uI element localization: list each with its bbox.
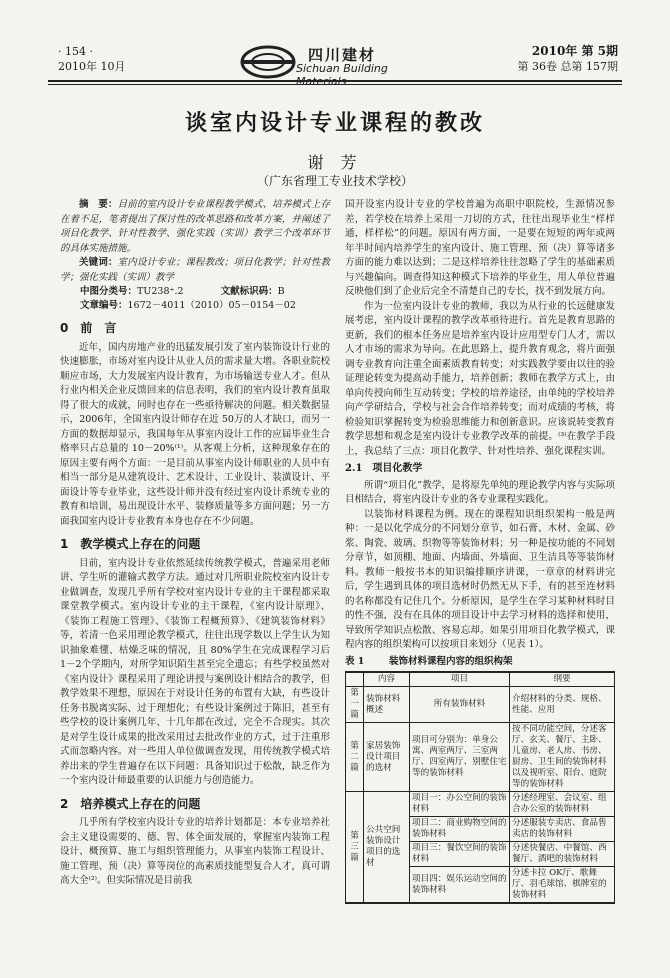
chapter-cell: 第一篇 <box>346 687 364 723</box>
right-paragraph-3: 所谓“项目化”教学，是将原先单纯的理论教学内容与实际项目相结合，将室内设计专业的各专业课程实践化。 <box>345 479 615 505</box>
outline-cell: 分述快餐店、中餐馆、西餐厅、酒吧的装饰材料 <box>510 842 615 867</box>
article-metadata <box>60 285 330 313</box>
journal-name-cn: 四川建材 <box>308 46 377 64</box>
right-paragraph-2: 作为一位室内设计专业的教师，我以为从行业的长远健康发展考虑，室内设计课程的教学改革亟待进行。首先是教育思路的更新，我们的根本任务应是培养室内设计应用型专门人才，需以人才市场的需求为导向。在此思路上，提升教育观念，将片面强调专业教育向注重全面素质教育转变；对实践教学要由以往的验证理论转变为提高动手能力，培养创新；教师在教学方式上，由单向传授向师生互动转变；学校的培养途径，由单纯的学校培养向产学研结合，学校与社会合作培养转变；而对成绩的考核，将检验知识掌握转变为检验思维能力和创新意识。应该说转变教育教学思想和观念是室内设计专业教学改革的前提。⁽³⁾在教学手段上，我总结了三点：项目化教学、针对性培养、强化课程实训。 <box>345 300 615 457</box>
header-right <box>518 44 618 74</box>
course-structure-table <box>345 671 615 904</box>
abstract <box>60 198 330 285</box>
table-row <box>346 792 615 817</box>
project-cell: 项目可分别为：单身公寓、两室两厅、三室两厅、四室两厅、别墅住宅等的装饰材料 <box>410 723 510 792</box>
journal-name-en: Sichuan Building <box>296 62 388 75</box>
doc-code-value: B <box>277 286 285 297</box>
table-header-row <box>346 672 615 687</box>
project-cell: 项目三：餐饮空间的装饰材料 <box>410 842 510 867</box>
journal-header <box>48 44 622 84</box>
table-header-cell: 项目 <box>410 672 510 687</box>
clc-value: TU238⁺.2 <box>137 286 184 297</box>
article-id-label: 文章编号： <box>80 300 128 311</box>
section-2-heading: 2 培养模式上存在的问题 <box>60 796 201 811</box>
page-number: · 154 · <box>58 45 93 58</box>
right-column <box>345 198 615 904</box>
outline-cell: 分述卡拉 OK厅、歌舞厅、羽毛球馆、棋牌室的装饰材料 <box>510 867 615 904</box>
subsection-2-1-heading: 2.1 项目化教学 <box>345 463 423 474</box>
abstract-label: 摘 要： <box>79 199 118 210</box>
project-cell: 项目二：商业购物空间的装饰材料 <box>410 817 510 842</box>
table-header-cell <box>346 672 364 687</box>
content-cell: 公共空间装饰设计项目的选材 <box>364 792 410 904</box>
abstract-text: 目前的室内设计专业课程教学模式、培养模式上存在着不足，笔者提出了探讨性的改革思路和改革方案，并阐述了项目化教学、针对性教学、强化实践（实训）教学三个改革环节的具体实施措施。 <box>60 199 330 254</box>
table-header-cell: 纲要 <box>510 672 615 687</box>
chapter-cell: 第三篇 <box>346 792 364 904</box>
table-title: 装饰材料课程内容的组织构架 <box>389 655 513 667</box>
issue-date: 2010年 10月 <box>58 60 126 73</box>
project-cell: 项目四：娱乐运动空间的装饰材料 <box>410 867 510 904</box>
article-title: 谈室内设计专业课程的教改 <box>184 111 485 136</box>
outline-cell: 按不同功能空间，分述客厅、玄关、餐厅、主卧、儿童房、老人房、书房、厨房、卫生间的装饰材料以及视听室、阳台、庭院等的装饰材料 <box>510 723 615 792</box>
section-0-paragraph: 近年，国内房地产业的迅猛发展引发了室内装饰设计行业的快速膨胀，市场对室内设计从业人员的需求量大增。各职业院校顺应市场，大力发展室内设计教育，为市场输送专业人才。但从行业内相关企业反馈回来的信息表明，我们的室内设计教育虽取得了很大的成就，同时也存在一些亟待解决的问题。相关数据显示，2006年，全国室内设计师存在近 50万的人才缺口，而另一方面的数据却显示，我国每年从事室内设计工作的应届毕业生合格率只占总量的 10－20%⁽¹⁾。从客观上分析，这种现象存在的原因主要有两个方面：一是目前从事室内设计师职业的人员中有相当一部分是从建筑设计、艺术设计、工业设计、装潢设计、平面设计等专业毕业，这些设计师并没有经过室内设计系统专业的教育和培训，易出现设计水平、装修质量等多方面问题；另一方面我国室内设计专业教育本身也存在不少问题。 <box>60 341 330 527</box>
section-2-paragraph: 几乎所有学校室内设计专业的培养计划都是：本专业培养社会主义建设需要的、德、智、体全面发展的，掌握室内装饰工程设计、概预算、施工与组织管理能力，从事室内装饰工程设计、施工管理、预（决）算等岗位的高素质技能型复合人才，真可谓高大全⁽²⁾。但实际情况是目前我 <box>60 817 330 886</box>
journal-logo-icon <box>238 44 298 80</box>
clc-label: 中图分类号： <box>80 286 138 297</box>
right-paragraph-4: 以装饰材料课程为例。现在的课程知识组织架构一般是两种：一是以化学成分的不同划分章节，如石膏、木材、金属、砂浆、陶瓷、玻璃、织物等等装饰材料；另一种是按功能的不同划分章节，如顶棚、地面、内墙面、外墙面、卫生洁具等等装饰材料。教师一般按书本的知识编排顺序讲课，一章章的材料讲完后，学生遇到具体的项目选材时仍然无从下手，有的甚至连材料的名称都没有记住几个。分析原因，是学生在学习某种材料时目的性不强，没有在具体的项目设计中去学习材料的选择和使用，导致所学知识点松散、容易忘却。如果引用项目化教学模式，课程内容的组织架构可以按项目来划分（见表 1）。 <box>345 508 615 650</box>
chapter-cell: 第二篇 <box>346 723 364 792</box>
project-cell: 所有装饰材料 <box>410 687 510 723</box>
keywords-label: 关键词： <box>79 257 118 268</box>
outline-cell: 介绍材料的分类、规格、性能、应用 <box>510 687 615 723</box>
article-id-value: 1672－4011（2010）05－0154－02 <box>127 300 296 311</box>
doc-code-label: 文献标识码： <box>220 286 278 297</box>
issue-number: 2010年 第 5期 <box>531 44 618 58</box>
table-row <box>346 687 615 723</box>
outline-cell: 分述经理室、会议室、组合办公室的装饰材料 <box>510 792 615 817</box>
table-header-cell: 内容 <box>364 672 410 687</box>
volume-number: 第 36卷 总第 157期 <box>517 60 618 73</box>
header-rule <box>48 80 622 82</box>
project-cell: 项目一：办公空间的装饰材料 <box>410 792 510 817</box>
content-cell: 装饰材料概述 <box>364 687 410 723</box>
keywords-text: 室内设计专业；课程教改；项目化教学；针对性教学；强化实践（实训）教学 <box>60 257 330 283</box>
section-0-heading: 0 前 言 <box>60 321 117 335</box>
journal-masthead <box>238 44 438 80</box>
header-rule-thin <box>48 84 622 85</box>
outline-cell: 分述服装专卖店、食品售卖店的装饰材料 <box>510 817 615 842</box>
table-caption <box>345 655 615 670</box>
table-row <box>346 723 615 792</box>
content-cell: 家居装饰设计项目的选材 <box>364 723 410 792</box>
table-label: 表 1 <box>345 655 365 667</box>
header-left <box>58 44 126 74</box>
right-paragraph-1: 国开设室内设计专业的学校普遍为高职中职院校，生源情况参差，若学校在培养上采用一刀切的方式，往往出现毕业生“样样通，样样松”的问题。原因有两方面，一是要在短短的两年或两年半时间内培养学生的室内设计、施工管理、预（决）算等诸多方面的能力难以达到；二是这样培养往往忽略了学生的基础素质与兴趣偏向。调查得知这种模式下培养的毕业生，用人单位普遍反映他们到了企业后完全不清楚自己的专长，找不到发展方向。 <box>345 199 615 297</box>
section-1-paragraph: 目前，室内设计专业依然延续传统教学模式，普遍采用老师讲、学生听的灌输式教学方法。通过对几所职业院校室内设计专业做调查，发现几乎所有学校对室内设计专业的主干课程都采取课堂教学模式。室内设计专业的主干课程，《室内设计原理》、《装饰工程施工管理》、《装饰工程概预算》、《建筑装饰材料》等，若清一色采用理论教学模式，往往出现学数以上学生认为知识抽象难懂、枯燥乏味的情况，且 80%学生在完成课程学习后 1－2个学期内，对所学知识陌生甚至完全遗忘；有些学校虽然对《室内设计》课程采用了理论讲授与案例设计相结合的教学，但教学效果不理想，原因在于对设计任务的布置有大缺，有些设计任务书脱离实际、过于理想化；有些设计案例过于陈旧，甚至有些学校的设计案例几年、十几年都在改过，完全不合现实。其次是对学生设计成果的批改采用过去批改作业的方式，过于注重形式而忽略内容。对一些用人单位做调查发现，用传统教学模式培养出来的学生普遍存在以下问题：具备知识过于松散，缺乏作为一个室内设计师最重要的认识能力与创造能力。 <box>60 557 330 786</box>
author-affiliation: （广东省理工专业技术学校） <box>256 174 413 188</box>
section-1-heading: 1 教学模式上存在的问题 <box>60 537 201 551</box>
article-author: 谢 芳 <box>307 153 363 172</box>
left-column <box>60 198 330 889</box>
